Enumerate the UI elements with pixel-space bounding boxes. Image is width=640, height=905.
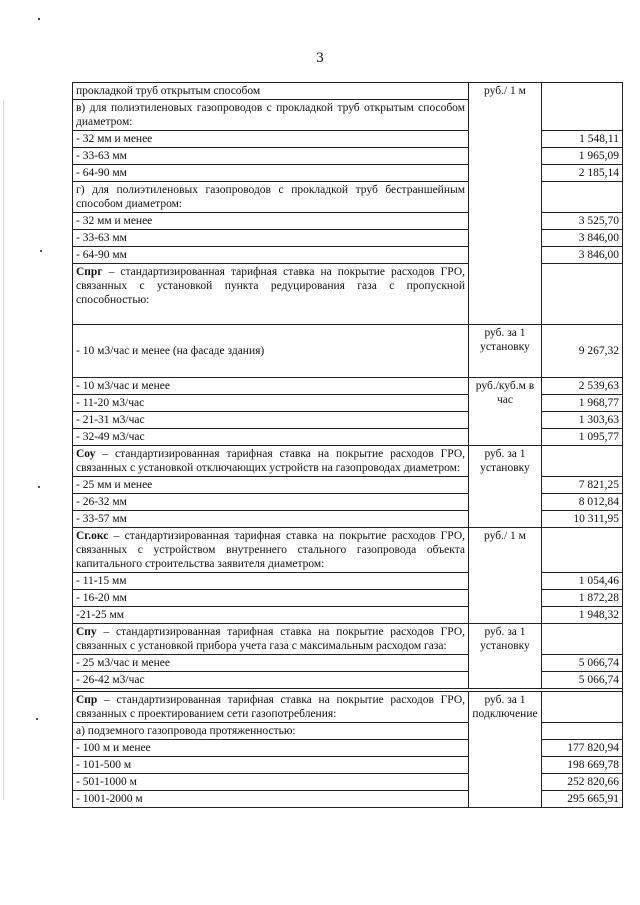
value-cell-empty [542, 182, 623, 213]
value-cell-empty [542, 83, 623, 131]
rate-value: 198 669,78 [542, 757, 623, 774]
row-description: в) для полиэтиленовых газопроводов с прокладкой труб открытым способом диаметром: [73, 100, 469, 131]
rate-value: 5 066,74 [542, 655, 623, 672]
row-description: - 101-500 м [73, 757, 469, 774]
rate-value: 7 821,25 [542, 477, 623, 494]
table-row [73, 446, 623, 477]
row-description: - 64-90 мм [73, 247, 469, 264]
scan-speck [36, 718, 38, 720]
row-description: - 32-49 м3/час [73, 429, 469, 446]
row-description: -21-25 мм [73, 607, 469, 624]
table-row [73, 528, 623, 573]
row-description: - 33-63 мм [73, 148, 469, 165]
rate-value: 1 054,46 [542, 573, 623, 590]
rate-definition-text: – стандартизированная тарифная ставка на покрытие расходов ГРО, связанных с установкой отключающих устройств на газопроводах диаметром: [76, 448, 465, 474]
scan-speck [40, 250, 42, 252]
rate-value: 1 303,63 [542, 412, 623, 429]
rate-definition [73, 264, 469, 325]
rate-value: 2 539,63 [542, 378, 623, 395]
scan-edge-mark [3, 100, 4, 800]
unit-cell: руб. за 1 установку [469, 325, 542, 378]
table-row [73, 378, 623, 395]
rate-value: 252 820,66 [542, 774, 623, 791]
rate-value: 1 548,11 [542, 131, 623, 148]
rate-value: 9 267,32 [542, 325, 623, 378]
value-cell-empty [542, 692, 623, 723]
row-description: - 64-90 мм [73, 165, 469, 182]
row-description: - 16-20 мм [73, 590, 469, 607]
value-cell-empty [542, 624, 623, 655]
rate-value: 1 095,77 [542, 429, 623, 446]
rate-definition-text: – стандартизированная тарифная ставка на покрытие расходов ГРО, связанных с установкой прибора учета газа с максимальным расходом газа: [76, 626, 465, 652]
unit-cell: руб. за 1 установку [469, 624, 542, 689]
row-description: - 10 м3/час и менее (на фасаде здания) [73, 325, 469, 378]
row-description: - 11-15 мм [73, 573, 469, 590]
rate-value: 295 665,91 [542, 791, 623, 808]
rate-value: 3 846,00 [542, 247, 623, 264]
row-description: - 21-31 м3/час [73, 412, 469, 429]
table-row [73, 325, 623, 378]
scan-speck [38, 486, 40, 488]
row-description: - 10 м3/час и менее [73, 378, 469, 395]
row-description: - 33-57 мм [73, 511, 469, 528]
row-description: - 1001-2000 м [73, 791, 469, 808]
unit-cell: руб./ 1 м [469, 528, 542, 624]
table-row [73, 692, 623, 723]
table-row [73, 83, 623, 100]
row-description: - 32 мм и менее [73, 131, 469, 148]
row-description: - 25 м3/час и менее [73, 655, 469, 672]
rate-value: 5 066,74 [542, 672, 623, 689]
tariff-table [72, 82, 623, 808]
row-description: - 11-20 м3/час [73, 395, 469, 412]
scan-speck [38, 18, 40, 20]
row-description: - 100 м и менее [73, 740, 469, 757]
rate-definition [73, 692, 469, 723]
rate-value: 2 185,14 [542, 165, 623, 182]
row-description: - 501-1000 м [73, 774, 469, 791]
value-cell-empty [542, 528, 623, 573]
row-description: - 25 мм и менее [73, 477, 469, 494]
unit-cell: руб./ 1 м [469, 83, 542, 325]
rate-code: Спр [76, 694, 98, 706]
page-number: 3 [316, 50, 324, 66]
rate-code: Спрг [76, 266, 103, 278]
row-description: прокладкой труб открытым способом [73, 83, 469, 100]
rate-value: 1 968,77 [542, 395, 623, 412]
rate-definition [73, 624, 469, 655]
rate-value: 1 872,28 [542, 590, 623, 607]
unit-cell: руб. за 1 подключение [469, 692, 542, 808]
row-description: - 26-42 м3/час [73, 672, 469, 689]
rate-definition [73, 528, 469, 573]
rate-definition [73, 446, 469, 477]
rate-value: 8 012,84 [542, 494, 623, 511]
value-cell-empty [542, 264, 623, 325]
row-description: г) для полиэтиленовых газопроводов с прокладкой труб бестраншейным способом диаметром: [73, 182, 469, 213]
table-row [73, 624, 623, 655]
row-description: - 32 мм и менее [73, 213, 469, 230]
rate-code: Сг.окс [76, 530, 109, 542]
rate-value: 10 311,95 [542, 511, 623, 528]
rate-value: 1 965,09 [542, 148, 623, 165]
unit-cell: руб./куб.м в час [469, 378, 542, 446]
value-cell-empty [542, 446, 623, 477]
value-cell-empty [542, 723, 623, 740]
rate-value: 1 948,32 [542, 607, 623, 624]
rate-value: 3 846,00 [542, 230, 623, 247]
rate-value: 177 820,94 [542, 740, 623, 757]
row-description: - 26-32 мм [73, 494, 469, 511]
rate-value: 3 525,70 [542, 213, 623, 230]
unit-cell: руб. за 1 установку [469, 446, 542, 528]
row-description: - 33-63 мм [73, 230, 469, 247]
row-description: а) подземного газопровода протяженностью: [73, 723, 469, 740]
rate-code: Соу [76, 448, 96, 460]
rate-definition-text: – стандартизированная тарифная ставка на покрытие расходов ГРО, связанных с проектированием сети газопотребления: [76, 694, 465, 720]
rate-definition-text: – стандартизированная тарифная ставка на покрытие расходов ГРО, связанных с устройством внутреннего стального газопровода объекта капитального строительства заявителя диаметром: [76, 530, 465, 570]
rate-code: Спу [76, 626, 97, 638]
rate-definition-text: – стандартизированная тарифная ставка на покрытие расходов ГРО, связанных с установкой пункта редуцирования газа с пропускной способностью: [76, 266, 465, 306]
